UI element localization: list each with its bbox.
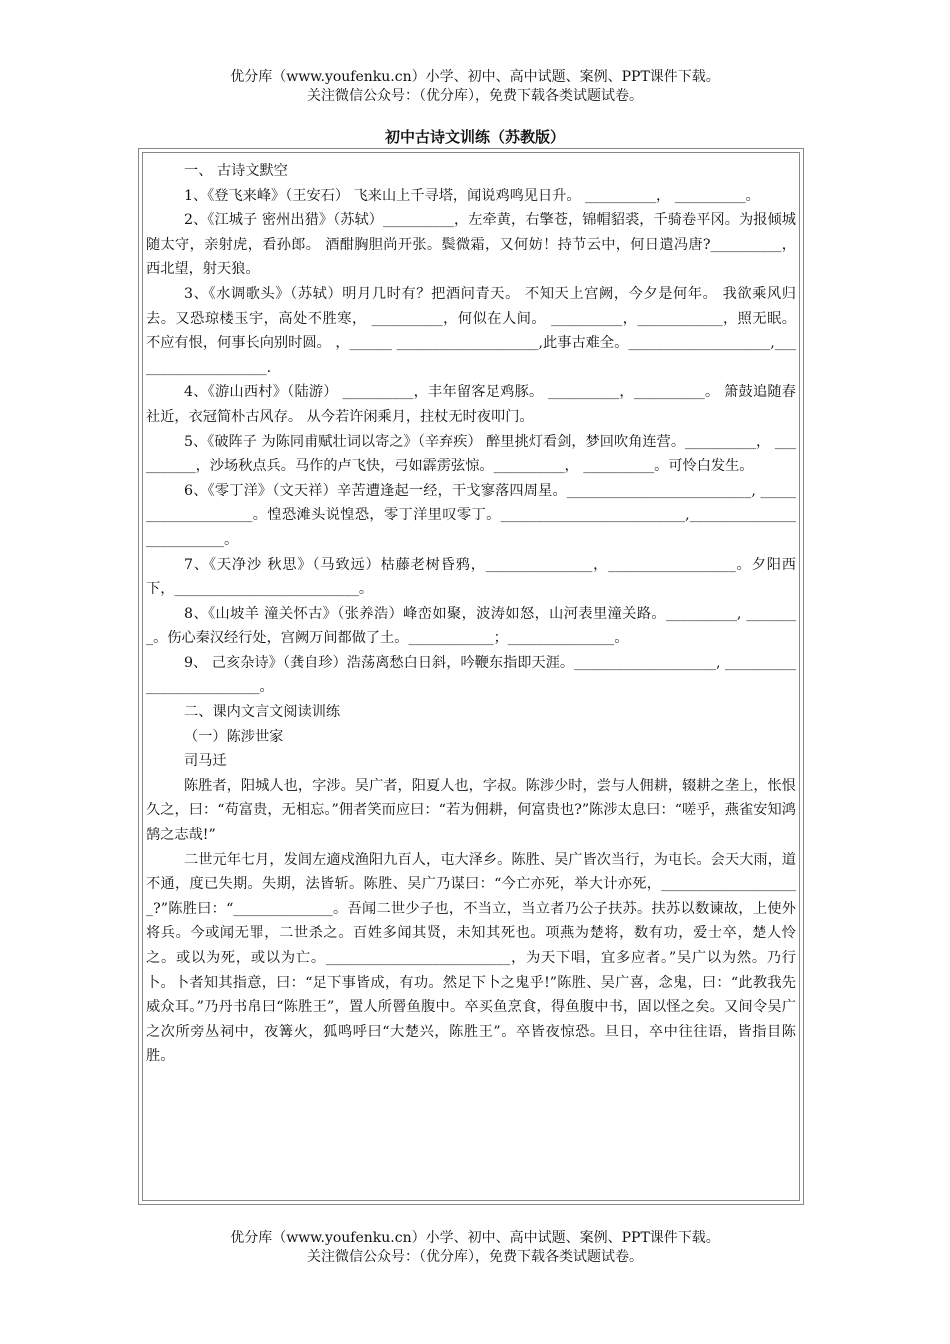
question-2: 2、《江城子 密州出猎》（苏轼）__________，左牵黄，右擎苍，锦帽貂裘，千骑卷平冈。为报倾城随太守，亲射虎，看孙郎。 酒酣胸胆尚开张。鬓微霜，又何妨！持节云中，何日遣冯唐?__________，西北望，射天狼。 bbox=[146, 212, 796, 278]
question-7: 7、《天净沙 秋思》（马致远）枯藤老树昏鸦，_______________，__________________。夕阳西下，__________________________。 bbox=[146, 556, 796, 598]
question-6: 6、《零丁洋》（文天祥）辛苦遭逢起一经，干戈寥落四周星。__________________________, ____________________。惶恐滩头说惶恐，零丁洋里叹零丁。__________________________,__________________________。 bbox=[146, 482, 796, 548]
question-3: 3、《水调歌头》（苏轼）明月几时有？把酒问青天。 不知天上宫阙，今夕是何年。 我欲乘风归去。又恐琼楼玉宇，高处不胜寒， __________，何似在人间。 __________，____________，照无眠。 不应有恨，何事长向别时圆。 ，______ ____________________,此事古难全。____________________,____________________. bbox=[146, 285, 796, 376]
question-5: 5、《破阵子 为陈同甫赋壮词以寄之》（辛弃疾） 醉里挑灯看剑，梦回吹角连营。__________， __________，沙场秋点兵。马作的卢飞快，弓如霹雳弦惊。__________， __________。可怜白发生。 bbox=[146, 433, 796, 475]
footer-line-2: 关注微信公众号：（优分库），免费下载各类试题试卷。 bbox=[307, 1249, 643, 1265]
passage-title: （一）陈涉世家 bbox=[184, 728, 284, 745]
passage-author: 司马迁 bbox=[184, 753, 227, 770]
section-heading-1: 一、 古诗文默空 bbox=[184, 163, 288, 179]
content-body bbox=[143, 153, 799, 1069]
question-1: 1、《登飞来峰》（王安石） 飞来山上千寻塔，闻说鸡鸣见日升。 __________， __________。 bbox=[184, 187, 760, 204]
section-heading-2: 二、课内文言文阅读训练 bbox=[184, 704, 341, 721]
document-title: 初中古诗文训练（苏教版） bbox=[384, 128, 565, 146]
question-8: 8、《山坡羊 潼关怀古》（张养浩）峰峦如聚，波涛如怒，山河表里潼关路。__________, ________。伤心秦汉经行处，宫阙万间都做了土。____________；_______________。 bbox=[146, 605, 796, 647]
question-9: 9、 己亥杂诗》（龚自珍）浩荡离愁白日斜，吟鞭东指即天涯。____________________, __________________________。 bbox=[146, 654, 796, 696]
footer-line-1: 优分库（www.youfenku.cn）小学、初中、高中试题、案例、PPT课件下载。 bbox=[230, 1230, 720, 1246]
header-line-1: 优分库（www.youfenku.cn）小学、初中、高中试题、案例、PPT课件下载。 bbox=[230, 69, 720, 85]
passage-paragraph-2: 二世元年七月，发闾左適戍渔阳九百人，屯大泽乡。陈胜、吴广皆次当行，为屯长。会天大雨，道不通，度已失期。失期，法皆斩。陈胜、吴广乃谋曰：“今亡亦死，举大计亦死，____________________?”陈胜曰：“______________。吾闻二世少子也，不当立，当立者乃公子扶苏。扶苏以数谏故，上使外将兵。今或闻无罪，二世杀之。百姓多闻其贤，未知其死也。项燕为楚将，数有功，爱士卒，楚人怜之。或以为死，或以为亡。__________________________，为天下唱，宜多应者。”吴广以为然。乃行卜。卜者知其指意，曰：“足下事皆成，有功。然足下卜之鬼乎!”陈胜、吴广喜，念鬼，曰：“此教我先威众耳。”乃丹书帛曰“陈胜王”，置人所罾鱼腹中。卒买鱼烹食，得鱼腹中书，固以怪之矣。又间令吴广之次所旁丛祠中，夜篝火，狐鸣呼曰“大楚兴，陈胜王”。卒皆夜惊恐。旦日，卒中往往语，皆指目陈胜。 bbox=[146, 851, 796, 1065]
content-frame bbox=[142, 152, 800, 1201]
passage-paragraph-1: 陈胜者，阳城人也，字涉。吴广者，阳夏人也，字叔。陈涉少时，尝与人佣耕，辍耕之垄上，怅恨久之，曰：“苟富贵，无相忘。”佣者笑而应曰：“若为佣耕，何富贵也?”陈涉太息曰：“嗟乎，燕雀安知鸿鹄之志哉!” bbox=[146, 777, 796, 844]
question-4: 4、《游山西村》（陆游） __________，丰年留客足鸡豚。 __________，__________。 箫鼓追随春社近，衣冠简朴古风存。 从今若许闲乘月，拄杖无时夜叩门。 bbox=[146, 384, 796, 425]
page-footer bbox=[0, 1229, 950, 1267]
page-header bbox=[0, 68, 950, 106]
header-line-2: 关注微信公众号：（优分库），免费下载各类试题试卷。 bbox=[307, 88, 643, 104]
